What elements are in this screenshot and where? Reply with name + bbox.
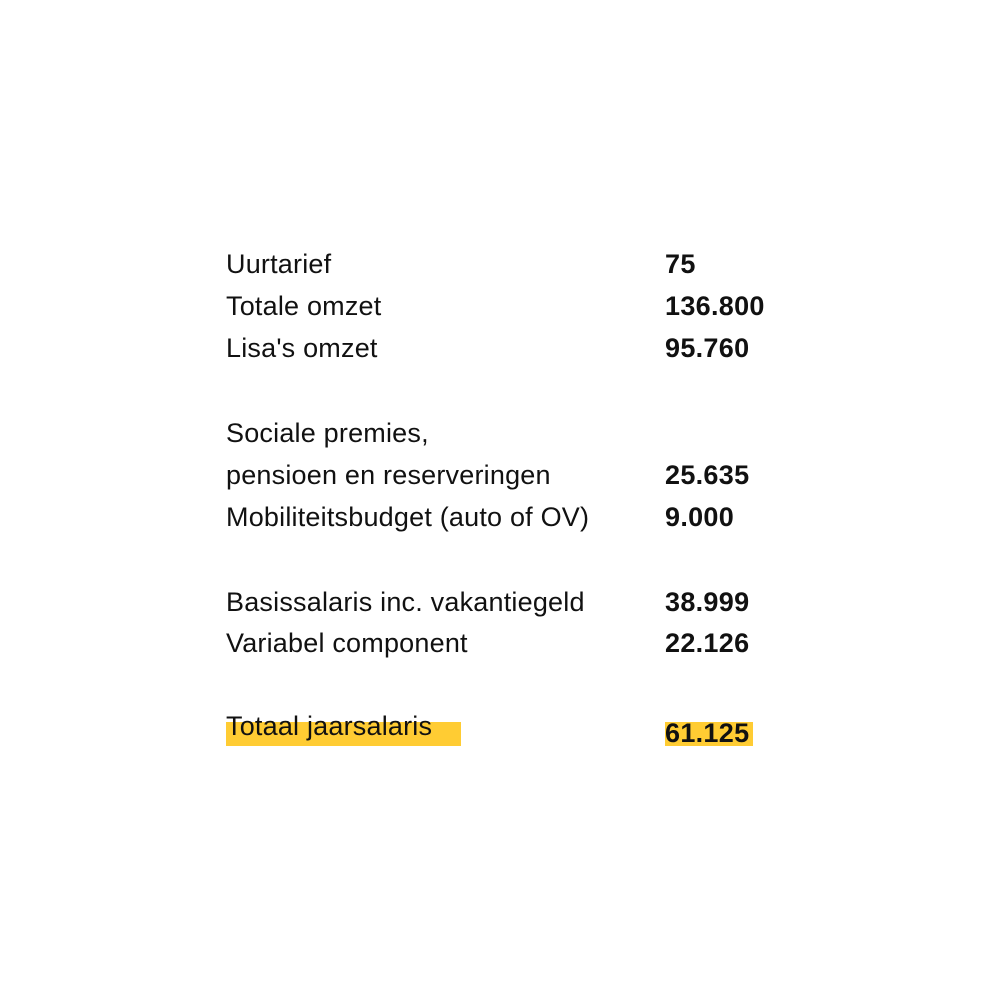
row-basissalaris xyxy=(0,582,1000,622)
label-variabel: Variabel component xyxy=(226,628,468,658)
row-lisa-omzet xyxy=(0,328,1000,368)
row-mobiliteit xyxy=(0,497,1000,537)
value-mobiliteit: 9.000 xyxy=(665,502,735,532)
row-sociale-premies-line2 xyxy=(0,455,1000,495)
label-sociale-premies: Sociale premies, xyxy=(226,418,429,448)
label-uurtarief: Uurtarief xyxy=(226,249,332,279)
label-mobiliteit: Mobiliteitsbudget (auto of OV) xyxy=(226,502,590,532)
label-totaal-jaarsalaris: Totaal jaarsalaris xyxy=(226,711,433,741)
label-totale-omzet: Totale omzet xyxy=(226,291,382,321)
value-lisa-omzet: 95.760 xyxy=(665,333,750,363)
value-sociale-premies: 25.635 xyxy=(665,460,750,490)
value-variabel: 22.126 xyxy=(665,628,750,658)
label-pensioen-reserveringen: pensioen en reserveringen xyxy=(226,460,551,490)
value-totale-omzet: 136.800 xyxy=(665,291,765,321)
row-variabel xyxy=(0,623,1000,663)
value-basissalaris: 38.999 xyxy=(665,587,750,617)
label-basissalaris: Basissalaris inc. vakantiegeld xyxy=(226,587,585,617)
row-totale-omzet xyxy=(0,286,1000,326)
row-totaal-jaarsalaris xyxy=(0,706,1000,746)
value-uurtarief: 75 xyxy=(665,249,696,279)
value-totaal-jaarsalaris: 61.125 xyxy=(665,718,750,748)
row-sociale-premies-line1 xyxy=(0,413,1000,453)
label-lisa-omzet: Lisa's omzet xyxy=(226,333,378,363)
row-uurtarief xyxy=(0,244,1000,284)
